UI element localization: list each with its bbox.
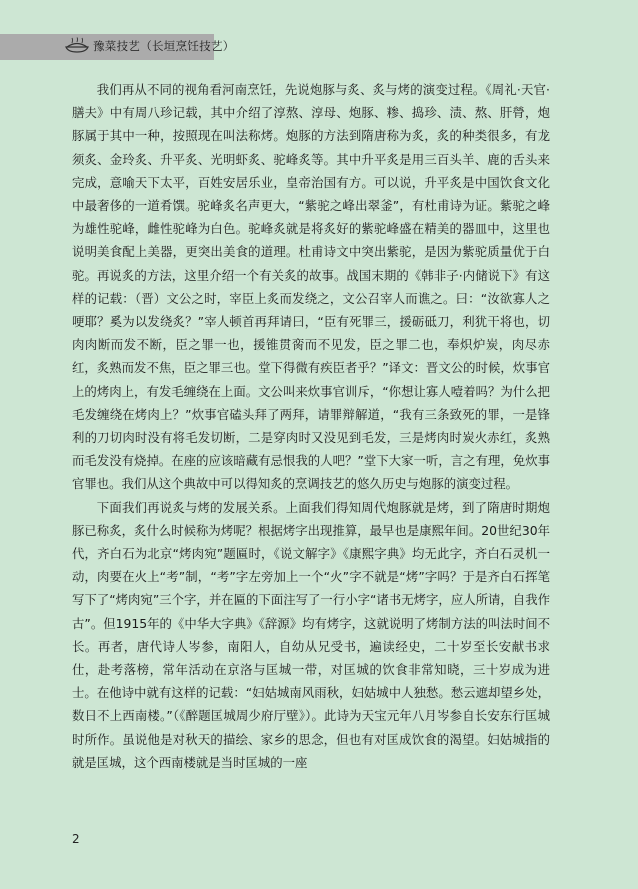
body-text bbox=[72, 78, 550, 774]
cooking-pot-icon bbox=[64, 37, 90, 55]
running-header-title: 豫菜技艺（长垣烹饪技艺） bbox=[93, 39, 235, 53]
page-number: 2 bbox=[72, 832, 80, 846]
paragraph: 我们再从不同的视角看河南烹饪，先说炮豚与炙、炙与烤的演变过程。《周礼·天官·膳夫》中有周八珍记载，其中介绍了淳熬、淳母、炮豚、糁、捣珍、渍、熬、肝膋，炮豚属于其中一种，按照现在叫法称烤。炮豚的方法到隋唐称为炙，炙的种类很多，有龙须炙、金玲炙、升平炙、光明虾炙、驼峰炙等。其中升平炙是用三百头羊、鹿的舌头来完成，意喻天下太平，百姓安居乐业，皇帝治国有方。可以说，升平炙是中国饮食文化中最奢侈的一道肴馔。驼峰炙名声更大，“紫驼之峰出翠釜”，有杜甫诗为证。紫驼之峰为雄性驼峰，雌性驼峰为白色。驼峰炙就是将炙好的紫驼峰盛在精美的器皿中，这里也说明美食配上美器，更突出美食的道理。杜甫诗文中突出紫驼，是因为紫驼质量优于白驼。再说炙的方法，这里介绍一个有关炙的故事。战国末期的《韩非子·内储说下》有这样的记载：（晋）文公之时，宰臣上炙而发绕之，文公召宰人而谯之。曰：“汝欲寡人之哽耶？奚为以发绕炙？”宰人顿首再拜请曰，“臣有死罪三，援砺砥刀，利犹干将也，切肉肉断而发不断，臣之罪一也，援锥贯脔而不见发，臣之罪二也，奉炽炉炭，肉尽赤红，炙熟而发不焦，臣之罪三也。堂下得微有疾臣者乎？”译文：晋文公的时候，炊事官上的烤肉上，有发毛缠绕在上面。文公叫来炊事官训斥，“你想让寡人噎着吗？为什么把毛发缠绕在烤肉上？”炊事官磕头拜了两拜，请罪辩解道，“我有三条致死的罪，一是锋利的刀切肉时没有将毛发切断，二是穿肉时又没见到毛发，三是烤肉时炭火赤红，炙熟而毛发没有烧掉。在座的应该暗藏有忌恨我的人吧？”堂下大家一听，言之有理，免炊事官罪也。我们从这个典故中可以得知炙的烹调技艺的悠久历史与炮豚的演变过程。 bbox=[72, 82, 550, 492]
paragraph: 下面我们再说炙与烤的发展关系。上面我们得知周代炮豚就是烤，到了隋唐时期炮豚已称炙，炙什么时候称为烤呢？根据烤字出现推算，最早也是康熙年间。20世纪30年代，齐白石为北京“烤肉宛”题匾时，《说文解字》《康熙字典》均无此字，齐白石灵机一动，肉要在火上“考”制，“考”字左旁加上一个“火”字不就是“烤”字吗？于是齐白石挥笔写下了“烤肉宛”三个字，并在匾的下面注写了一行小字“诸书无烤字，应人所请，自我作古”。但1915年的《中华大字典》《辞源》均有烤字，这就说明了烤制方法的叫法时间不长。再者，唐代诗人岑参，南阳人，自幼从兄受书，遍读经史，二十岁至长安献书求仕，赴考落榜，常年活动在京洛与匡城一带，对匡城的饮食非常知晓，三十岁成为进士。在他诗中就有这样的记载：“妇姑城南风雨秋，妇姑城中人独愁。愁云遮却望乡处，数日不上西南楼。”（《醉题匡城周少府厅壁》）。此诗为天宝元年八月岑参自长安东行匡城时所作。虽说他是对秋天的描绘、家乡的思念，但也有对匡成饮食的渴望。妇姑城指的就是匡城，这个西南楼就是当时匡城的一座 bbox=[72, 499, 550, 770]
